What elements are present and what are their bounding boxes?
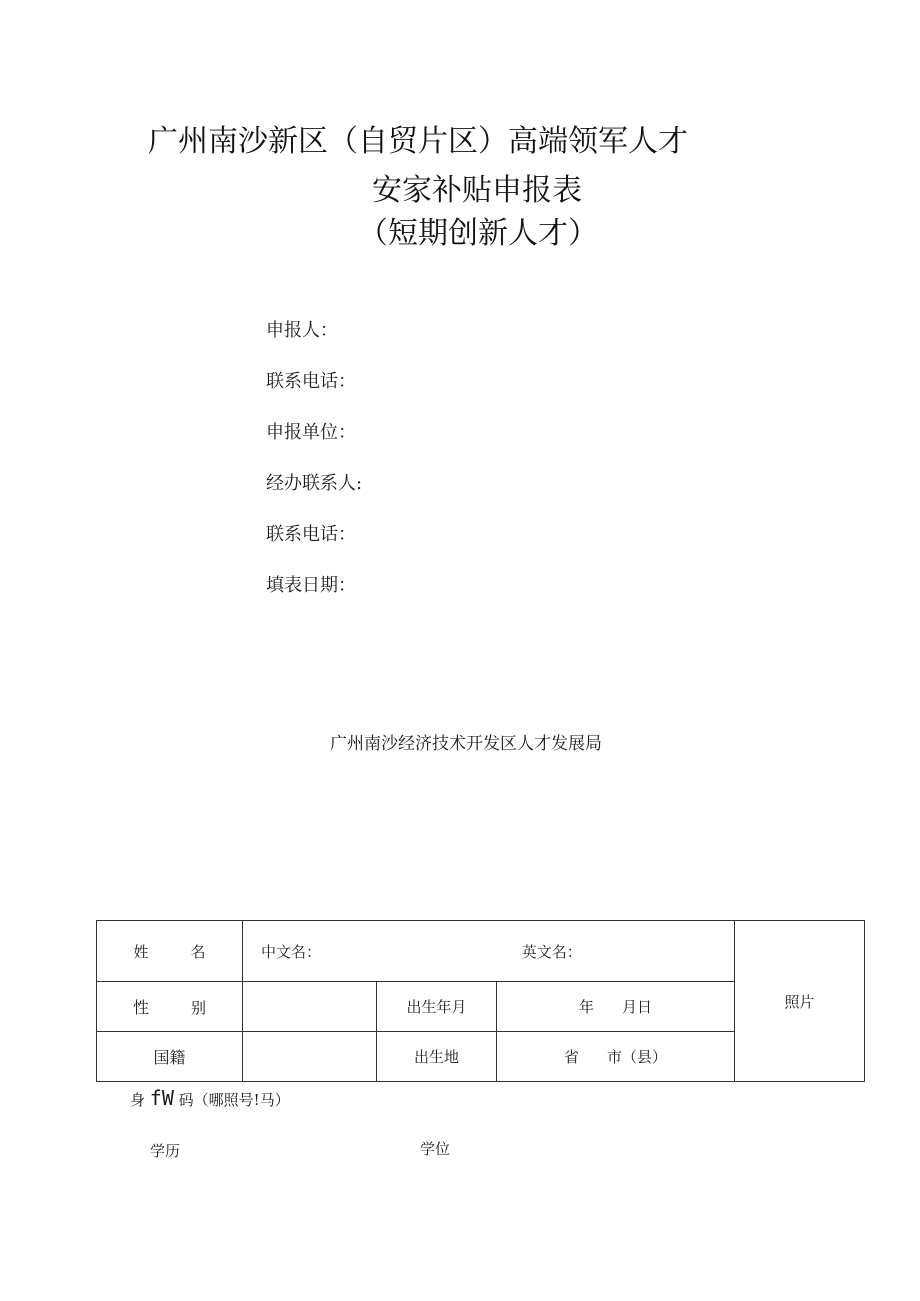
chinese-name-label: 中文名：	[261, 942, 322, 961]
field-contact-phone: 联系电话：	[266, 524, 356, 545]
city-label: 市（县）	[607, 1048, 668, 1066]
field-unit: 申报单位：	[266, 422, 356, 443]
id-number-line	[130, 1086, 290, 1110]
nationality-value-cell[interactable]	[243, 1032, 377, 1082]
table-row	[97, 921, 865, 982]
name-label-cell	[97, 921, 243, 982]
photo-cell[interactable]	[735, 921, 865, 1082]
nationality-label-cell	[97, 1032, 243, 1082]
birth-label: 出生年月	[406, 998, 467, 1016]
birth-value-cell[interactable]	[497, 982, 735, 1032]
field-phone: 联系电话：	[266, 371, 356, 392]
form-title-line3: （短期创新人才）	[358, 216, 598, 251]
name-value-cell[interactable]	[243, 921, 735, 982]
id-garbled: fW	[149, 1086, 174, 1110]
name-label-b: 名	[190, 942, 206, 961]
info-table	[96, 920, 865, 1082]
id-prefix: 身	[130, 1091, 146, 1109]
birth-year-label: 年	[578, 998, 594, 1016]
degree-label: 学位	[420, 1140, 451, 1158]
birthplace-label-cell	[377, 1032, 497, 1082]
name-label-a: 姓	[133, 942, 149, 961]
issuer: 广州南沙经济技术开发区人才发展局	[330, 734, 602, 754]
field-fill-date: 填表日期：	[266, 575, 356, 596]
birthplace-value-cell[interactable]	[497, 1032, 735, 1082]
id-suffix: 码（哪照号!马）	[178, 1091, 290, 1109]
education-label: 学历	[150, 1142, 181, 1160]
gender-label-cell	[97, 982, 243, 1032]
gender-label-b: 别	[191, 999, 207, 1017]
form-title-line1: 广州南沙新区（自贸片区）高端领军人才	[148, 124, 688, 159]
birthplace-label: 出生地	[413, 1048, 459, 1066]
province-label: 省	[563, 1048, 579, 1066]
form-title-line2: 安家补贴申报表	[372, 173, 582, 208]
birth-monthday-label: 月日	[622, 998, 653, 1016]
gender-label-a: 性	[132, 998, 149, 1017]
photo-label: 照片	[784, 992, 815, 1011]
birth-label-cell	[377, 982, 497, 1032]
field-contact-person: 经办联系人:	[266, 473, 363, 494]
nationality-label: 国籍	[153, 1048, 186, 1067]
english-name-label: 英文名：	[521, 942, 582, 961]
gender-value-cell[interactable]	[243, 982, 377, 1032]
field-applicant: 申报人：	[266, 320, 338, 341]
